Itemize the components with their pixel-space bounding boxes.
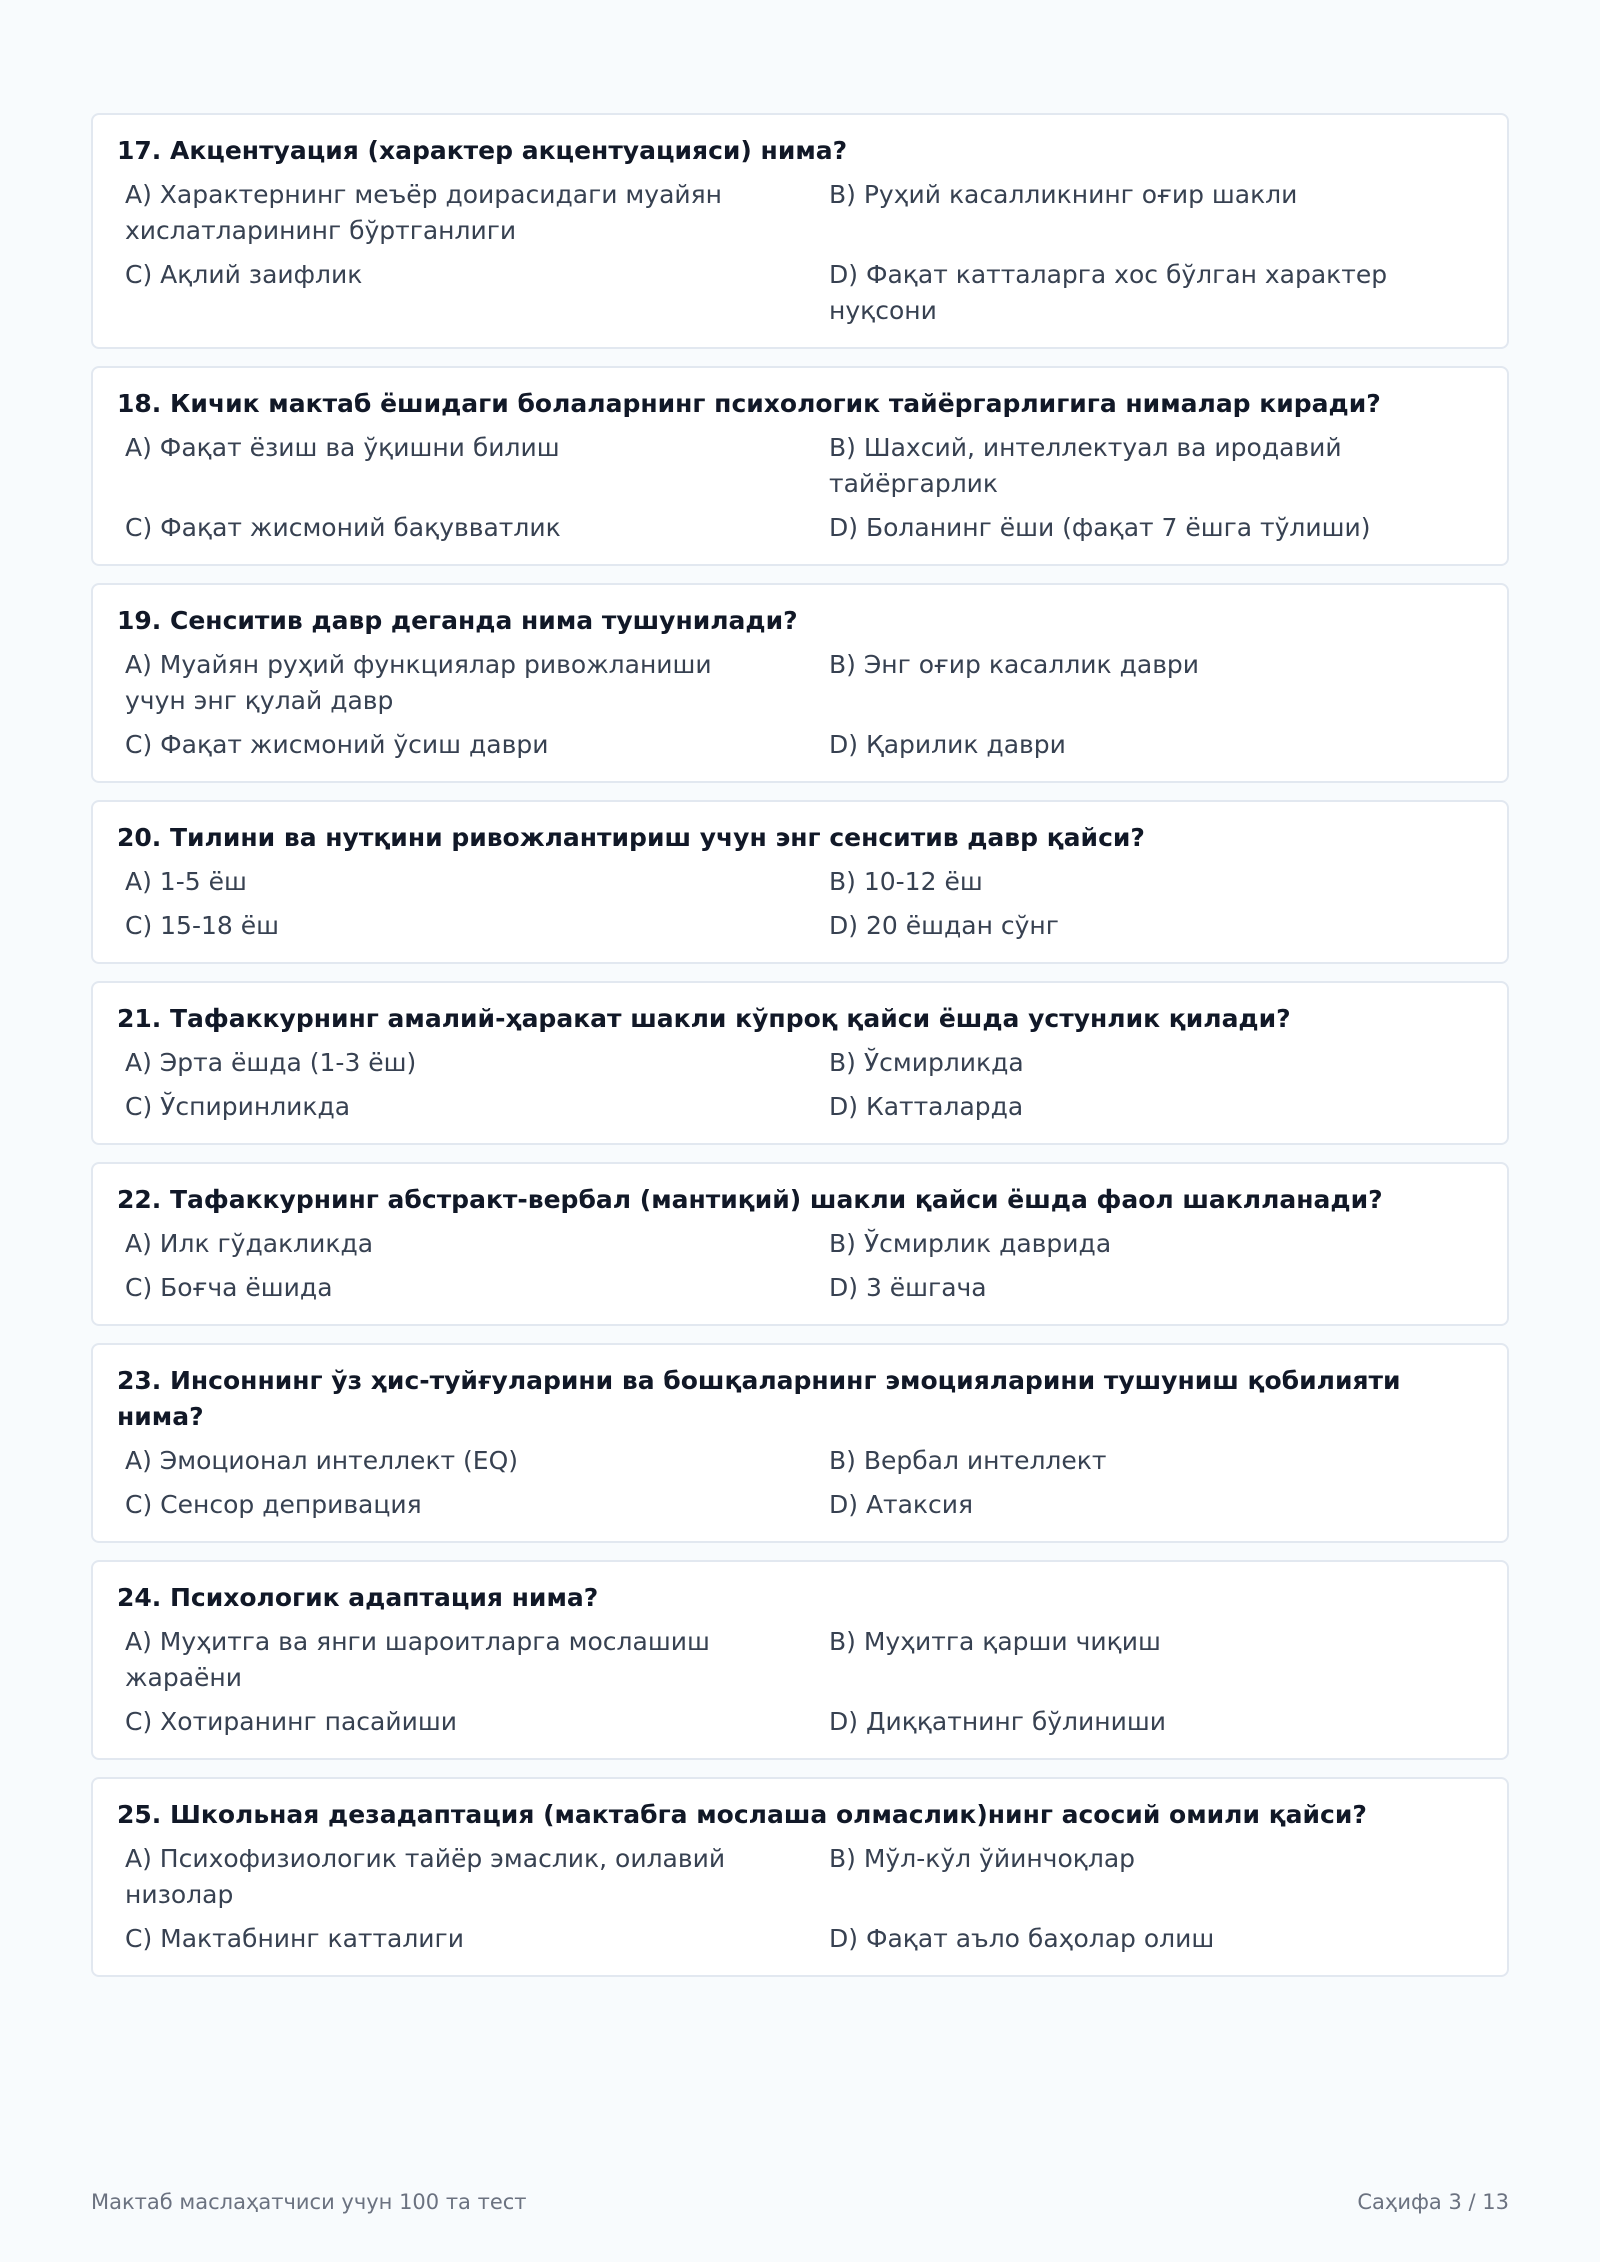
question-title: 24. Психологик адаптация нима? [117,1583,599,1612]
question-card-18 [91,366,1509,566]
question-list [91,113,1509,1994]
answer-option-c: C) Фақат жисмоний ўсиш даври [125,730,549,759]
answer-option-a: A) Характернинг меъёр доирасидаги муайян хислатларининг бўртганлиги [125,180,723,245]
answer-option-c: C) Хотиранинг пасайиши [125,1707,457,1736]
answer-option-a: A) Илк гўдакликда [125,1229,374,1258]
answer-option-b: B) 10-12 ёш [829,867,983,896]
answer-option-d: D) Атаксия [829,1490,974,1519]
question-title: 25. Школьная дезадаптация (мактабга мослаша олмаслик)нинг асосий омили қайси? [117,1800,1367,1829]
answer-option-c: C) Сенсор депривация [125,1490,422,1519]
answer-option-d: D) Диққатнинг бўлиниши [829,1707,1166,1736]
question-card-19 [91,583,1509,783]
question-card-23 [91,1343,1509,1543]
answer-option-d: D) 3 ёшгача [829,1273,987,1302]
answer-option-c: C) 15-18 ёш [125,911,280,940]
question-card-24 [91,1560,1509,1760]
question-card-17 [91,113,1509,349]
question-card-20 [91,800,1509,964]
answer-option-a: A) 1-5 ёш [125,867,247,896]
answer-option-b: B) Шахсий, интеллектуал ва иродавий тайёргарлик [829,433,1342,498]
answer-option-d: D) Фақат аъло баҳолар олиш [829,1924,1215,1953]
answer-option-b: B) Руҳий касалликнинг оғир шакли [829,180,1298,209]
answer-option-c: C) Ақлий заифлик [125,260,363,289]
answer-option-a: A) Эрта ёшда (1-3 ёш) [125,1048,417,1077]
answer-option-a: A) Психофизиологик тайёр эмаслик, оилавий низолар [125,1844,726,1909]
answer-option-d: D) Катталарда [829,1092,1024,1121]
question-card-25 [91,1777,1509,1977]
answer-option-b: B) Мўл-кўл ўйинчоқлар [829,1844,1136,1873]
question-title: 19. Сенситив давр деганда нима тушунилади? [117,606,798,635]
answer-options [117,647,1483,763]
answer-option-c: C) Мактабнинг катталиги [125,1924,464,1953]
answer-option-c: C) Фақат жисмоний бақувватлик [125,513,561,542]
answer-option-c: C) Боғча ёшида [125,1273,333,1302]
answer-options [117,1443,1483,1523]
answer-options [117,1841,1483,1957]
answer-options [117,1045,1483,1125]
answer-option-a: A) Муҳитга ва янги шароитларга мослашиш жараёни [125,1627,710,1692]
question-card-22 [91,1162,1509,1326]
answer-option-d: D) Боланинг ёши (фақат 7 ёшга тўлиши) [829,513,1371,542]
answer-option-d: D) 20 ёшдан сўнг [829,911,1059,940]
question-title: 17. Акцентуация (характер акцентуацияси) нима? [117,136,848,165]
answer-option-d: D) Қарилик даври [829,730,1066,759]
question-title: 21. Тафаккурнинг амалий-ҳаракат шакли кўпроқ қайси ёшда устунлик қилади? [117,1004,1291,1033]
answer-options [117,1624,1483,1740]
answer-option-c: C) Ўспиринликда [125,1092,351,1121]
answer-option-b: B) Ўсмирлик даврида [829,1229,1112,1258]
question-title: 18. Кичик мактаб ёшидаги болаларнинг психологик тайёргарлигига нималар киради? [117,389,1381,418]
answer-option-a: A) Эмоционал интеллект (EQ) [125,1446,519,1475]
answer-option-a: A) Фақат ёзиш ва ўқишни билиш [125,433,560,462]
answer-option-b: B) Муҳитга қарши чиқиш [829,1627,1161,1656]
answer-option-b: B) Ўсмирликда [829,1048,1024,1077]
question-title: 20. Тилини ва нутқини ривожлантириш учун энг сенситив давр қайси? [117,823,1145,852]
answer-option-a: A) Муайян руҳий функциялар ривожланиши учун энг қулай давр [125,650,712,715]
answer-option-b: B) Энг оғир касаллик даври [829,650,1200,679]
page-footer [91,2190,1509,2214]
question-title: 22. Тафаккурнинг абстракт-вербал (мантиқий) шакли қайси ёшда фаол шаклланади? [117,1185,1383,1214]
answer-option-b: B) Вербал интеллект [829,1446,1107,1475]
footer-document-title: Мактаб маслаҳатчиси учун 100 та тест [91,2190,527,2214]
answer-options [117,177,1483,329]
question-title: 23. Инсоннинг ўз ҳис-туйғуларини ва бошқаларнинг эмоцияларини тушуниш қобилияти нима? [117,1366,1401,1431]
footer-page-number: Саҳифа 3 / 13 [1357,2190,1509,2214]
answer-options [117,864,1483,944]
question-card-21 [91,981,1509,1145]
answer-options [117,430,1483,546]
answer-option-d: D) Фақат катталарга хос бўлган характер нуқсони [829,260,1388,325]
answer-options [117,1226,1483,1306]
